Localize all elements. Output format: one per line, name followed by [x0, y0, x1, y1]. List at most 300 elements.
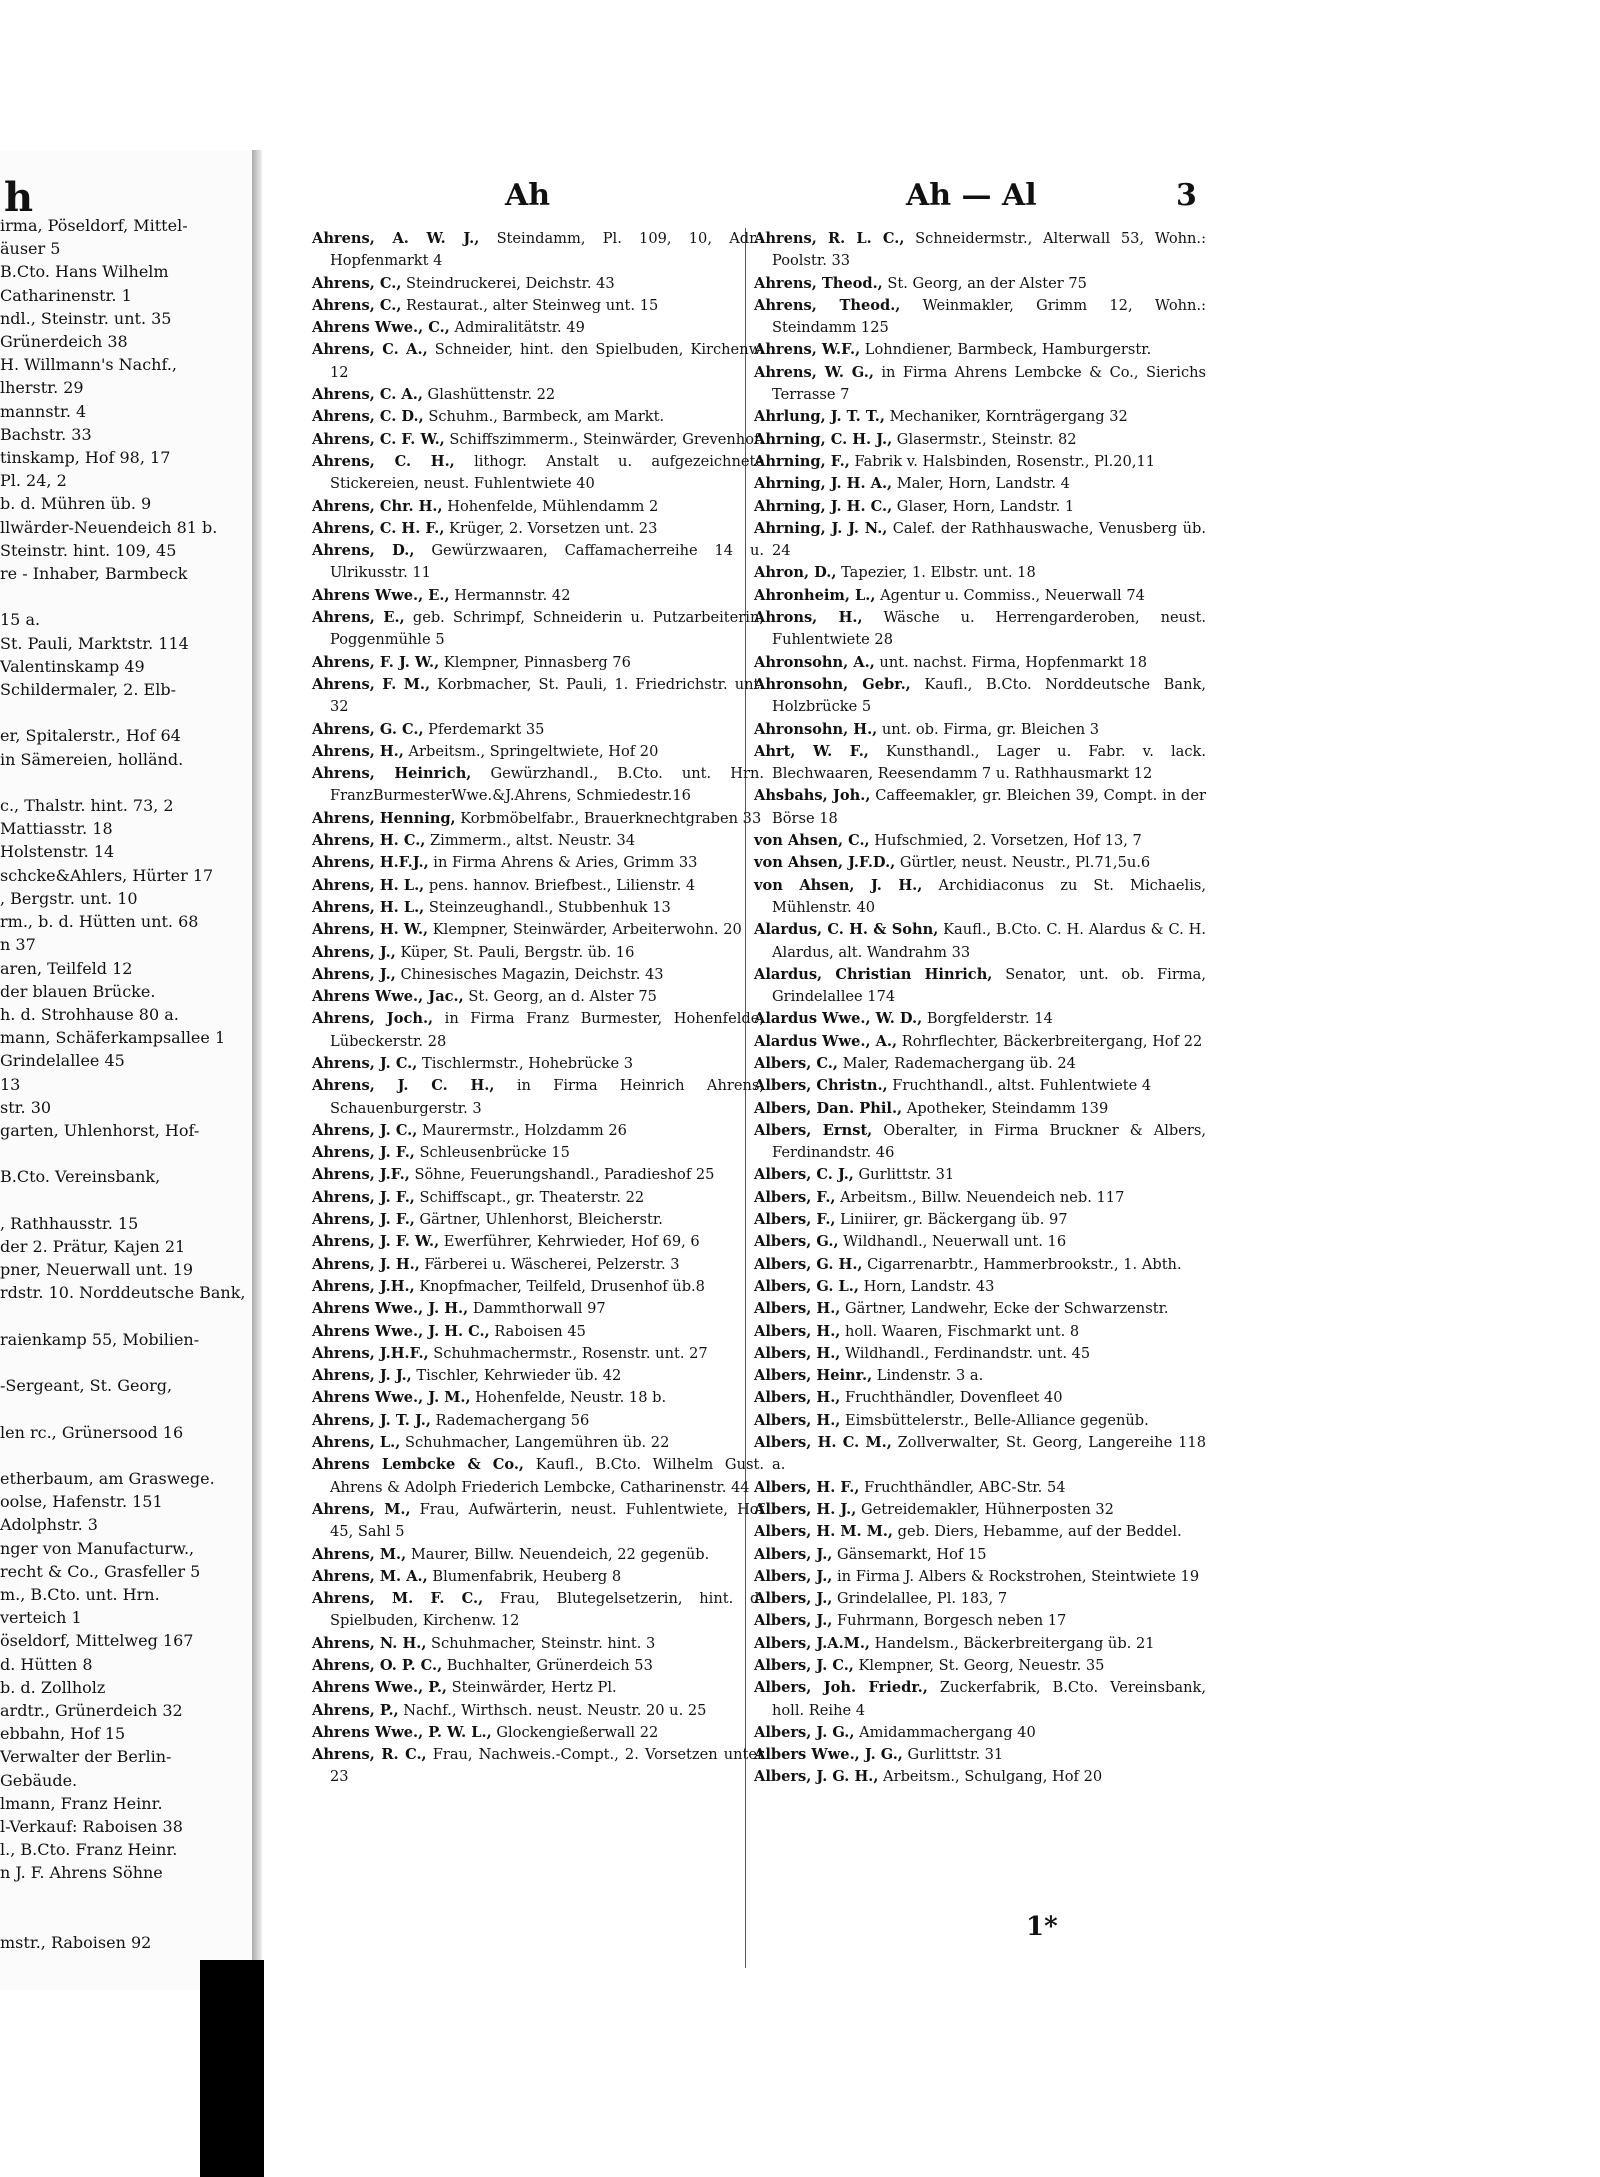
left-page-line — [0, 771, 252, 794]
entry-details: Schuhmachermstr., Rosenstr. unt. 27 — [428, 1344, 708, 1362]
entry-details: Färberei u. Wäscherei, Pelzerstr. 3 — [419, 1255, 680, 1273]
entry-details: Zimmerm., altst. Neustr. 34 — [425, 832, 636, 850]
entry-details: in Firma Ahrens & Aries, Grimm 33 — [428, 854, 698, 872]
entry-details: Hufschmied, 2. Vorsetzen, Hof 13, 7 — [869, 832, 1142, 850]
directory-entry — [754, 1187, 1206, 1209]
directory-entry — [312, 607, 764, 652]
left-page-line: verteich 1 — [0, 1608, 82, 1628]
entry-details: Frau, Nachweis.-Compt., 2. Vorsetzen unter 23 — [330, 1746, 764, 1786]
entry-details: Oberalter, in Firma Bruckner & Albers, Ferdinandstr. 46 — [772, 1121, 1207, 1162]
entry-name: Ahrens Wwe., E., — [312, 586, 450, 604]
directory-entry — [312, 897, 764, 919]
entry-details: Schiffscapt., gr. Theaterstr. 22 — [414, 1188, 645, 1206]
entry-details: Rademachergang 56 — [430, 1411, 590, 1429]
entry-details: Archidiaconus zu St. Michaelis, Mühlenstr. 40 — [772, 876, 1207, 916]
entry-name: Ahrens, M. F. C., — [312, 1590, 484, 1608]
directory-entry — [312, 719, 764, 741]
directory-entry — [754, 607, 1206, 652]
signature-mark: 1* — [1026, 1912, 1058, 1942]
entry-name: Ahrens, C., — [312, 296, 402, 314]
entry-name: Albers, G., — [754, 1233, 839, 1251]
entry-details: Klempner, Pinnasberg 76 — [439, 653, 631, 671]
entry-name: Ahrens, C. H., — [312, 452, 455, 470]
directory-entry — [312, 540, 764, 585]
left-page-line — [0, 1351, 252, 1374]
directory-entry — [754, 1744, 1206, 1766]
directory-entry — [754, 1766, 1206, 1788]
entry-details: Lohndiener, Barmbeck, Hamburgerstr. — [860, 341, 1152, 359]
entry-details: Steinwärder, Hertz Pl. — [447, 1679, 617, 1697]
directory-entry — [312, 1454, 764, 1499]
entry-name: Ahrens, Theod., — [754, 274, 883, 292]
entry-name: Ahrens, J.F., — [312, 1166, 410, 1184]
directory-entry — [312, 429, 764, 451]
directory-entry — [754, 1254, 1206, 1276]
entry-details: Grindelallee, Pl. 183, 7 — [832, 1590, 1008, 1608]
entry-name: Albers, J., — [754, 1612, 833, 1630]
directory-entry — [754, 339, 1206, 361]
entry-details: in Firma Ahrens Lembcke & Co., Sierichs Terrasse 7 — [772, 363, 1207, 404]
directory-entry — [312, 1722, 764, 1744]
directory-entry — [312, 295, 764, 317]
directory-entry — [312, 875, 764, 897]
entry-details: Kaufl., B.Cto. Wilhelm Gust. Ahrens & Adolph Friederich Lembcke, Catharinenstr. 44 — [330, 1456, 764, 1496]
directory-entry — [312, 1187, 764, 1209]
left-page-line: ndl., Steinstr. unt. 35 — [0, 308, 172, 328]
entry-name: Ahrens, A. W. J., — [312, 230, 480, 247]
entry-name: Ahrens, Heinrich, — [312, 765, 472, 783]
entry-name: Ahsbahs, Joh., — [754, 787, 871, 805]
entry-details: Caffeemakler, gr. Bleichen 39, Compt. in der Börse 18 — [772, 787, 1206, 827]
entry-name: von Ahsen, C., — [754, 832, 870, 850]
directory-entry — [312, 852, 764, 874]
entry-details: in Firma Franz Burmester, Hohenfelde, Lübeckerstr. 28 — [330, 1010, 764, 1050]
directory-entry — [754, 1722, 1206, 1744]
left-page-line: llwärder-Neuendeich 81 b. — [0, 517, 218, 537]
left-page-line: schcke&Ahlers, Hürter 17 — [0, 865, 214, 885]
entry-details: Horn, Landstr. 43 — [858, 1277, 995, 1295]
directory-entry — [754, 1298, 1206, 1320]
entry-name: Ahrens, J. F., — [312, 1188, 415, 1206]
entry-name: Ahronsohn, Gebr., — [754, 675, 911, 693]
entry-details: Raboisen 45 — [489, 1322, 586, 1340]
directory-entry — [312, 1387, 764, 1409]
left-page-line: raienkamp 55, Mobilien- — [0, 1329, 200, 1349]
directory-entry — [312, 585, 764, 607]
entry-details: lithogr. Anstalt u. aufgezeichnete Stickereien, neust. Fuhlentwiete 40 — [330, 452, 764, 493]
directory-entry — [754, 852, 1206, 874]
entry-details: Agentur u. Commiss., Neuerwall 74 — [875, 586, 1145, 604]
entry-details: Steindruckerei, Deichstr. 43 — [401, 274, 615, 292]
directory-entry — [312, 317, 764, 339]
directory-entry — [312, 652, 764, 674]
entry-name: Ahrens, G. C., — [312, 720, 424, 738]
entry-details: Zuckerfabrik, B.Cto. Vereinsbank, holl. Reihe 4 — [772, 1679, 1206, 1719]
entry-name: Ahrens, R. C., — [312, 1746, 427, 1764]
entry-details: in Firma J. Albers & Rockstrohen, Steintwiete 19 — [832, 1567, 1200, 1585]
left-page-line: Valentinskamp 49 — [0, 656, 145, 676]
entry-details: geb. Schrimpf, Schneiderin u. Putzarbeiterin, Poggenmühle 5 — [330, 609, 764, 649]
entry-name: Albers, H. F., — [754, 1478, 860, 1496]
entry-name: Ahrens, W.F., — [754, 341, 861, 359]
entry-name: Ahrens, Theod., — [754, 296, 901, 314]
left-page-line: Bachstr. 33 — [0, 424, 92, 444]
left-page-line: H. Willmann's Nachf., — [0, 355, 177, 375]
entry-name: Ahrens, J. C., — [312, 1054, 418, 1072]
directory-entry — [312, 830, 764, 852]
directory-entry — [312, 942, 764, 964]
left-page-line: der blauen Brücke. — [0, 981, 156, 1001]
entry-name: Ahrens, H. L., — [312, 876, 425, 894]
page-header — [270, 178, 1220, 222]
left-page-line: mann, Schäferkampsallee 1 — [0, 1028, 226, 1048]
directory-entry — [312, 1075, 764, 1120]
left-page-line: Grünerdeich 38 — [0, 332, 128, 352]
entry-name: Albers, G. L., — [754, 1277, 859, 1295]
entry-name: Ahrens, J. T. J., — [312, 1411, 431, 1429]
entry-name: Ahrens, F. M., — [312, 675, 431, 693]
left-page-line: re - Inhaber, Barmbeck — [0, 564, 188, 584]
entry-name: Ahrens, D., — [312, 542, 415, 560]
entry-details: Gärtner, Uhlenhorst, Bleicherstr. — [414, 1211, 663, 1229]
entry-name: Ahronsohn, A., — [754, 653, 875, 671]
directory-entry — [312, 451, 764, 496]
directory-entry — [754, 1387, 1206, 1409]
entry-details: Schuhm., Barmbeck, am Markt. — [423, 408, 665, 426]
entry-details: in Firma Heinrich Ahrens, Schauenburgerstr. 3 — [330, 1077, 764, 1117]
page-number: 3 — [1176, 178, 1197, 213]
entry-name: Ahrens, J. H., — [312, 1255, 420, 1273]
directory-entry — [312, 808, 764, 830]
entry-name: Ahrens, L., — [312, 1434, 401, 1452]
directory-entry — [312, 1298, 764, 1320]
left-page-line — [0, 1189, 252, 1212]
directory-entry — [312, 518, 764, 540]
entry-name: Ahrens Wwe., J. M., — [312, 1389, 471, 1407]
directory-entry — [312, 1566, 764, 1588]
entry-details: Klempner, Steinwärder, Arbeiterwohn. 20 — [428, 921, 742, 939]
entry-details: Wildhandl., Ferdinandstr. unt. 45 — [840, 1344, 1091, 1362]
directory-entry — [754, 1588, 1206, 1610]
directory-page — [270, 150, 1220, 1990]
entry-details: Glasermstr., Steinstr. 82 — [892, 430, 1077, 448]
column-right — [754, 228, 1206, 1789]
left-page-line: Grindelallee 45 — [0, 1051, 125, 1071]
directory-entry — [754, 1075, 1206, 1097]
entry-name: Ahrens, H. W., — [312, 921, 429, 939]
entry-name: Albers, F., — [754, 1211, 836, 1229]
left-page-line: ebbahn, Hof 15 — [0, 1724, 126, 1744]
running-head-right: Ah — Al — [906, 178, 1037, 213]
column-left — [312, 228, 764, 1789]
entry-details: Zollverwalter, St. Georg, Langereihe 118 a. — [772, 1434, 1206, 1474]
entry-name: Ahrens, J., — [312, 965, 396, 983]
entry-name: Ahrning, C. H. J., — [754, 430, 893, 448]
entry-details: Hermannstr. 42 — [449, 586, 571, 604]
left-page-line — [0, 585, 252, 608]
directory-entry — [312, 406, 764, 428]
directory-entry — [754, 1164, 1206, 1186]
entry-name: Ahrens, M., — [312, 1545, 407, 1563]
entry-name: Ahron, D., — [754, 564, 837, 582]
directory-entry — [754, 1521, 1206, 1543]
entry-details: Apotheker, Steindamm 139 — [902, 1099, 1109, 1117]
entry-details: Krüger, 2. Vorsetzen unt. 23 — [444, 519, 658, 537]
left-page-line: garten, Uhlenhorst, Hof- — [0, 1120, 200, 1140]
entry-name: Ahrens, C. A., — [312, 341, 428, 359]
scan-background — [200, 1960, 264, 2177]
left-page-line: , Rathhausstr. 15 — [0, 1213, 139, 1233]
directory-entry — [312, 1142, 764, 1164]
entry-details: Gewürzhandl., B.Cto. unt. Hrn. FranzBurmesterWwe.&J.Ahrens, Schmiedestr.16 — [330, 765, 764, 805]
directory-entry — [754, 273, 1206, 295]
entry-name: von Ahsen, J. H., — [754, 876, 923, 894]
directory-entry — [754, 785, 1206, 830]
entry-details: Hohenfelde, Neustr. 18 b. — [470, 1389, 667, 1407]
left-page-line: b. d. Mühren üb. 9 — [0, 494, 152, 514]
entry-details: Frau, Blutegelsetzerin, hint. d. Spielbuden, Kirchenw. 12 — [330, 1590, 764, 1630]
left-page-line — [0, 1142, 252, 1165]
entry-name: Ahronheim, L., — [754, 586, 876, 604]
entry-details: geb. Diers, Hebamme, auf der Beddel. — [893, 1523, 1182, 1541]
directory-entry — [754, 1677, 1206, 1722]
entry-details: Kunsthandl., Lager u. Fabr. v. lack. Blechwaaren, Reesendamm 7 u. Rathhausmarkt 12 — [772, 742, 1206, 783]
left-page-line: Adolphstr. 3 — [0, 1515, 98, 1535]
directory-entry — [312, 1700, 764, 1722]
entry-name: Ahrens Wwe., C., — [312, 319, 450, 337]
entry-details: Arbeitsm., Schulgang, Hof 20 — [878, 1768, 1103, 1786]
entry-details: Senator, unt. ob. Firma, Grindelallee 174 — [772, 965, 1206, 1006]
directory-entry — [754, 1655, 1206, 1677]
left-page-line: n J. F. Ahrens Söhne — [0, 1863, 163, 1883]
entry-details: Dammthorwall 97 — [468, 1300, 606, 1318]
left-page-line: B.Cto. Vereinsbank, — [0, 1167, 161, 1187]
left-page-line: St. Pauli, Marktstr. 114 — [0, 633, 189, 653]
entry-name: Albers, H. C. M., — [754, 1434, 892, 1452]
left-page-line: tinskamp, Hof 98, 17 — [0, 448, 171, 468]
directory-entry — [312, 384, 764, 406]
entry-name: Ahrens, C. A., — [312, 386, 423, 404]
directory-entry — [754, 1499, 1206, 1521]
entry-details: Chinesisches Magazin, Deichstr. 43 — [395, 965, 664, 983]
entry-name: Albers, Joh. Friedr., — [754, 1679, 928, 1697]
entry-name: Ahrens Wwe., J. H. C., — [312, 1322, 490, 1340]
left-page-line: er, Spitalerstr., Hof 64 — [0, 726, 181, 746]
entry-name: Ahrens, J.H., — [312, 1277, 415, 1295]
left-page-line: Catharinenstr. 1 — [0, 285, 132, 305]
entry-name: Albers, Ernst, — [754, 1121, 873, 1139]
entry-name: Ahrens, C. H. F., — [312, 519, 445, 537]
directory-entry — [312, 1209, 764, 1231]
left-page-line: str. 30 — [0, 1097, 52, 1117]
entry-name: Albers, J., — [754, 1590, 833, 1608]
entry-name: Ahrens, J. C., — [312, 1121, 418, 1139]
entry-name: Ahrens Wwe., P., — [312, 1679, 448, 1697]
directory-entry — [312, 1499, 764, 1544]
directory-entry — [754, 1410, 1206, 1432]
directory-entry — [754, 1098, 1206, 1120]
directory-entry — [754, 295, 1206, 340]
directory-entry — [312, 1276, 764, 1298]
entry-details: Maler, Rademachergang üb. 24 — [837, 1054, 1076, 1072]
entry-details: Gurlittstr. 31 — [853, 1166, 955, 1184]
entry-name: Albers, H., — [754, 1322, 841, 1340]
entry-details: Amidammachergang 40 — [854, 1723, 1036, 1741]
directory-entry — [754, 964, 1206, 1009]
entry-details: Steinzeughandl., Stubbenhuk 13 — [424, 898, 671, 916]
entry-name: Ahrens Wwe., Jac., — [312, 988, 464, 1006]
entry-name: Ahrens, H., — [312, 742, 404, 760]
entry-name: Albers, C. J., — [754, 1166, 854, 1184]
left-page-line — [0, 1444, 252, 1467]
left-page-line: h. d. Strohhause 80 a. — [0, 1004, 179, 1024]
entry-name: Ahrens, J., — [312, 943, 396, 961]
entry-name: Ahrning, J. H. A., — [754, 475, 893, 493]
left-page-line: B.Cto. Hans Wilhelm — [0, 262, 169, 282]
entry-name: Ahrens Lembcke & Co., — [312, 1456, 525, 1474]
entry-details: Schneidermstr., Alterwall 53, Wohn.: Poolstr. 33 — [772, 230, 1206, 270]
entry-details: Blumenfabrik, Heuberg 8 — [427, 1567, 622, 1585]
entry-details: Liniirer, gr. Bäckergang üb. 97 — [835, 1211, 1068, 1229]
entry-details: Wäsche u. Herrengarderoben, neust. Fuhlentwiete 28 — [772, 609, 1207, 649]
entry-name: Alardus, C. H. & Sohn, — [754, 921, 939, 939]
entry-name: Ahrlung, J. T. T., — [754, 408, 885, 426]
directory-entry — [312, 1365, 764, 1387]
directory-entry — [754, 1365, 1206, 1387]
entry-details: Wildhandl., Neuerwall unt. 16 — [838, 1233, 1067, 1251]
entry-details: Tapezier, 1. Elbstr. unt. 18 — [836, 564, 1036, 582]
entry-name: Alardus Wwe., W. D., — [754, 1010, 923, 1028]
entry-details: Eimsbüttelerstr., Belle-Alliance gegenüb. — [840, 1411, 1149, 1429]
directory-entry — [754, 1031, 1206, 1053]
directory-entry — [312, 674, 764, 719]
directory-entry — [312, 1410, 764, 1432]
entry-details: Steindamm, Pl. 109, 10, Adr.: Hopfenmarkt 4 — [330, 230, 765, 270]
left-page-line: d. Hütten 8 — [0, 1654, 93, 1674]
entry-details: Fruchthändler, Dovenfleet 40 — [840, 1389, 1063, 1407]
directory-entry — [754, 741, 1206, 786]
entry-name: Albers, Christn., — [754, 1077, 888, 1095]
left-page-line: Mattiasstr. 18 — [0, 819, 113, 839]
entry-details: Hohenfelde, Mühlendamm 2 — [442, 497, 659, 515]
entry-details: Schiffszimmerm., Steinwärder, Grevenhof. — [444, 430, 764, 448]
entry-name: Ahrning, F., — [754, 452, 850, 470]
left-page-line — [0, 1908, 252, 1931]
entry-name: Albers, H. J., — [754, 1500, 857, 1518]
entry-details: Restaurat., alter Steinweg unt. 15 — [401, 296, 659, 314]
directory-entry — [312, 273, 764, 295]
left-page-line: lherstr. 29 — [0, 378, 84, 398]
entry-details: Glaser, Horn, Landstr. 1 — [892, 497, 1075, 515]
entry-details: Ewerführer, Kehrwieder, Hof 69, 6 — [439, 1233, 700, 1251]
directory-entry — [312, 496, 764, 518]
left-page-line: mannstr. 4 — [0, 401, 87, 421]
entry-details: Handelsm., Bäckerbreitergang üb. 21 — [870, 1634, 1155, 1652]
entry-name: Ahrens, Henning, — [312, 809, 456, 827]
entry-details: Fuhrmann, Borgesch neben 17 — [832, 1612, 1067, 1630]
entry-name: Ahrens Wwe., J. H., — [312, 1300, 469, 1318]
entry-details: Schuhmacher, Langemühren üb. 22 — [400, 1434, 670, 1452]
left-page-line: in Sämereien, holländ. — [0, 749, 184, 769]
entry-name: Albers, G. H., — [754, 1255, 863, 1273]
directory-entry — [312, 1588, 764, 1633]
entry-name: Ahrens, W. G., — [754, 363, 874, 381]
entry-name: Ahrens, E., — [312, 609, 405, 627]
directory-entry — [754, 1477, 1206, 1499]
entry-name: Albers, Dan. Phil., — [754, 1099, 903, 1117]
directory-entry — [754, 451, 1206, 473]
left-page-line: Verwalter der Berlin- — [0, 1747, 172, 1767]
entry-name: Ahrens, J. J., — [312, 1367, 412, 1385]
entry-name: Ahrens, C. F. W., — [312, 430, 445, 448]
entry-details: Korbmöbelfabr., Brauerknechtgraben 33 — [455, 809, 762, 827]
entry-details: Borgfelderstr. 14 — [922, 1010, 1053, 1028]
left-page-line: oolse, Hafenstr. 151 — [0, 1492, 163, 1512]
entry-details: Nachf., Wirthsch. neust. Neustr. 20 u. 25 — [398, 1701, 707, 1719]
adjacent-left-page — [0, 150, 252, 1990]
entry-name: Ahrens, M., — [312, 1500, 411, 1518]
directory-entry — [754, 228, 1206, 273]
entry-name: Albers, H., — [754, 1300, 841, 1318]
entry-details: holl. Waaren, Fischmarkt unt. 8 — [840, 1322, 1080, 1340]
entry-name: Albers, J. G., — [754, 1723, 855, 1741]
entry-details: Gewürzwaaren, Caffamacherreihe 14 u. Ulrikusstr. 11 — [330, 542, 764, 582]
directory-entry — [754, 518, 1206, 563]
entry-details: Arbeitsm., Billw. Neuendeich neb. 117 — [835, 1188, 1125, 1206]
directory-entry — [754, 1610, 1206, 1632]
directory-entry — [312, 1254, 764, 1276]
directory-entry — [754, 1321, 1206, 1343]
left-page-line: rdstr. 10. Norddeutsche Bank, — [0, 1283, 246, 1303]
directory-entry — [754, 406, 1206, 428]
directory-entry — [312, 1655, 764, 1677]
directory-entry — [312, 919, 764, 941]
entry-name: Ahrens, O. P. C., — [312, 1657, 443, 1674]
directory-entry — [754, 1633, 1206, 1655]
entry-details: Maurer, Billw. Neuendeich, 22 gegenüb. — [406, 1545, 710, 1563]
left-page-lines — [0, 214, 252, 1954]
entry-details: Schuhmacher, Steinstr. hint. 3 — [426, 1634, 656, 1652]
entry-name: Albers, Heinr., — [754, 1367, 873, 1385]
entry-name: Alardus Wwe., A., — [754, 1032, 898, 1050]
left-page-line: aren, Teilfeld 12 — [0, 958, 133, 978]
entry-name: Ahronsohn, H., — [754, 720, 878, 738]
entry-details: Cigarrenarbtr., Hammerbrookstr., 1. Abth. — [862, 1255, 1182, 1273]
entry-details: Schneider, hint. den Spielbuden, Kirchenw. 12 — [330, 341, 764, 381]
entry-name: Albers, C., — [754, 1054, 838, 1072]
entry-name: Ahrens, J.H.F., — [312, 1344, 429, 1362]
entry-name: Ahrens, R. L. C., — [754, 230, 905, 247]
entry-details: Weinmakler, Grimm 12, Wohn.: Steindamm 125 — [772, 296, 1207, 337]
entry-name: Albers, F., — [754, 1188, 836, 1206]
entry-name: Albers, H., — [754, 1344, 841, 1362]
entry-name: Albers, J., — [754, 1567, 833, 1585]
directory-entry — [754, 496, 1206, 518]
left-page-header: h — [4, 174, 34, 221]
left-page-line: , Bergstr. unt. 10 — [0, 888, 138, 908]
entry-name: Ahrens, Chr. H., — [312, 497, 443, 515]
directory-entry — [312, 964, 764, 986]
directory-entry — [312, 1544, 764, 1566]
entry-details: Maler, Horn, Landstr. 4 — [892, 475, 1070, 493]
entry-name: Albers, J., — [754, 1545, 833, 1563]
directory-entry — [754, 719, 1206, 741]
left-page-line — [0, 1305, 252, 1328]
entry-details: Knopfmacher, Teilfeld, Drusenhof üb.8 — [414, 1277, 705, 1295]
left-page-line: nger von Manufacturw., — [0, 1538, 195, 1558]
directory-entry — [312, 986, 764, 1008]
directory-entry — [754, 652, 1206, 674]
